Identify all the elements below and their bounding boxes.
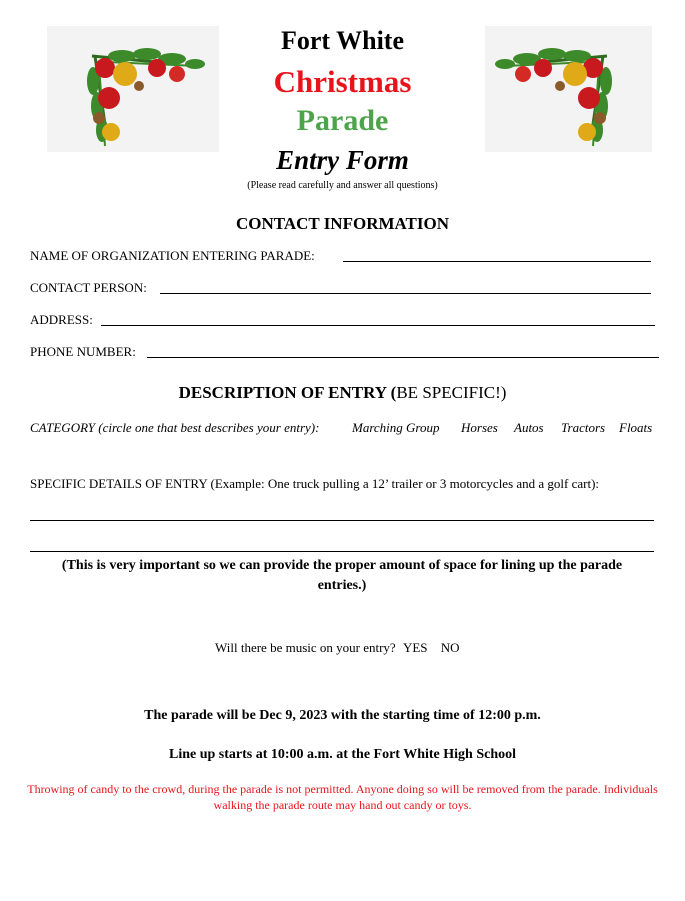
category-option-tractors[interactable]: Tractors <box>561 420 606 435</box>
instructions-note: (Please read carefully and answer all questions) <box>247 180 438 191</box>
entry-details-line-2[interactable] <box>30 551 654 552</box>
specific-details-example: Example: One truck pulling a 12’ trailer or 3 motorcycles and a golf cart): <box>214 476 600 491</box>
category-option-marching-group[interactable]: Marching Group <box>352 420 440 435</box>
entry-details-line-1[interactable] <box>30 520 654 521</box>
category-option-floats[interactable]: Floats <box>619 420 653 435</box>
category-label: CATEGORY (circle one that best describes your entry): <box>30 420 320 435</box>
title-christmas: Christmas <box>273 64 412 99</box>
lineup-line: Line up starts at 10:00 a.m. at the Fort White High School <box>168 747 516 762</box>
phone-number-label: PHONE NUMBER: <box>30 344 136 359</box>
important-note: (This is very important so we can provide the proper amount of space for lining up the parade entries.) <box>61 558 623 593</box>
address-field[interactable] <box>101 325 655 326</box>
description-heading-rest: BE SPECIFIC!) <box>396 383 507 402</box>
parade-date-line: The parade will be Dec 9, 2023 with the starting time of 12:00 p.m. <box>144 708 541 723</box>
candy-warning: Throwing of candy to the crowd, during the parade is not permitted. Anyone doing so will be removed from the parade. Individuals walking the parade route may hand out candy or toys. <box>27 782 658 812</box>
contact-heading: CONTACT INFORMATION <box>236 214 449 233</box>
description-heading-bold: DESCRIPTION OF ENTRY ( <box>178 383 397 402</box>
specific-details-label-text: SPECIFIC DETAILS OF ENTRY ( <box>30 476 215 491</box>
category-option-autos[interactable]: Autos <box>514 420 544 435</box>
specific-details-label <box>30 476 599 492</box>
category-option-horses[interactable]: Horses <box>461 420 498 435</box>
title-fort-white: Fort White <box>281 26 404 55</box>
organization-name-label: NAME OF ORGANIZATION ENTERING PARADE: <box>30 248 315 263</box>
title-entry-form: Entry Form <box>276 145 409 175</box>
music-yes-option[interactable]: YES <box>402 640 428 655</box>
music-question: Will there be music on your entry? <box>215 640 396 655</box>
phone-number-field[interactable] <box>147 357 659 358</box>
title-parade: Parade <box>296 104 389 137</box>
organization-name-field[interactable] <box>343 261 651 262</box>
music-question-row <box>215 640 460 656</box>
address-label: ADDRESS: <box>30 312 93 327</box>
music-no-option[interactable]: NO <box>440 640 460 655</box>
contact-person-label: CONTACT PERSON: <box>30 280 147 295</box>
contact-person-field[interactable] <box>160 293 651 294</box>
description-heading <box>0 383 685 403</box>
